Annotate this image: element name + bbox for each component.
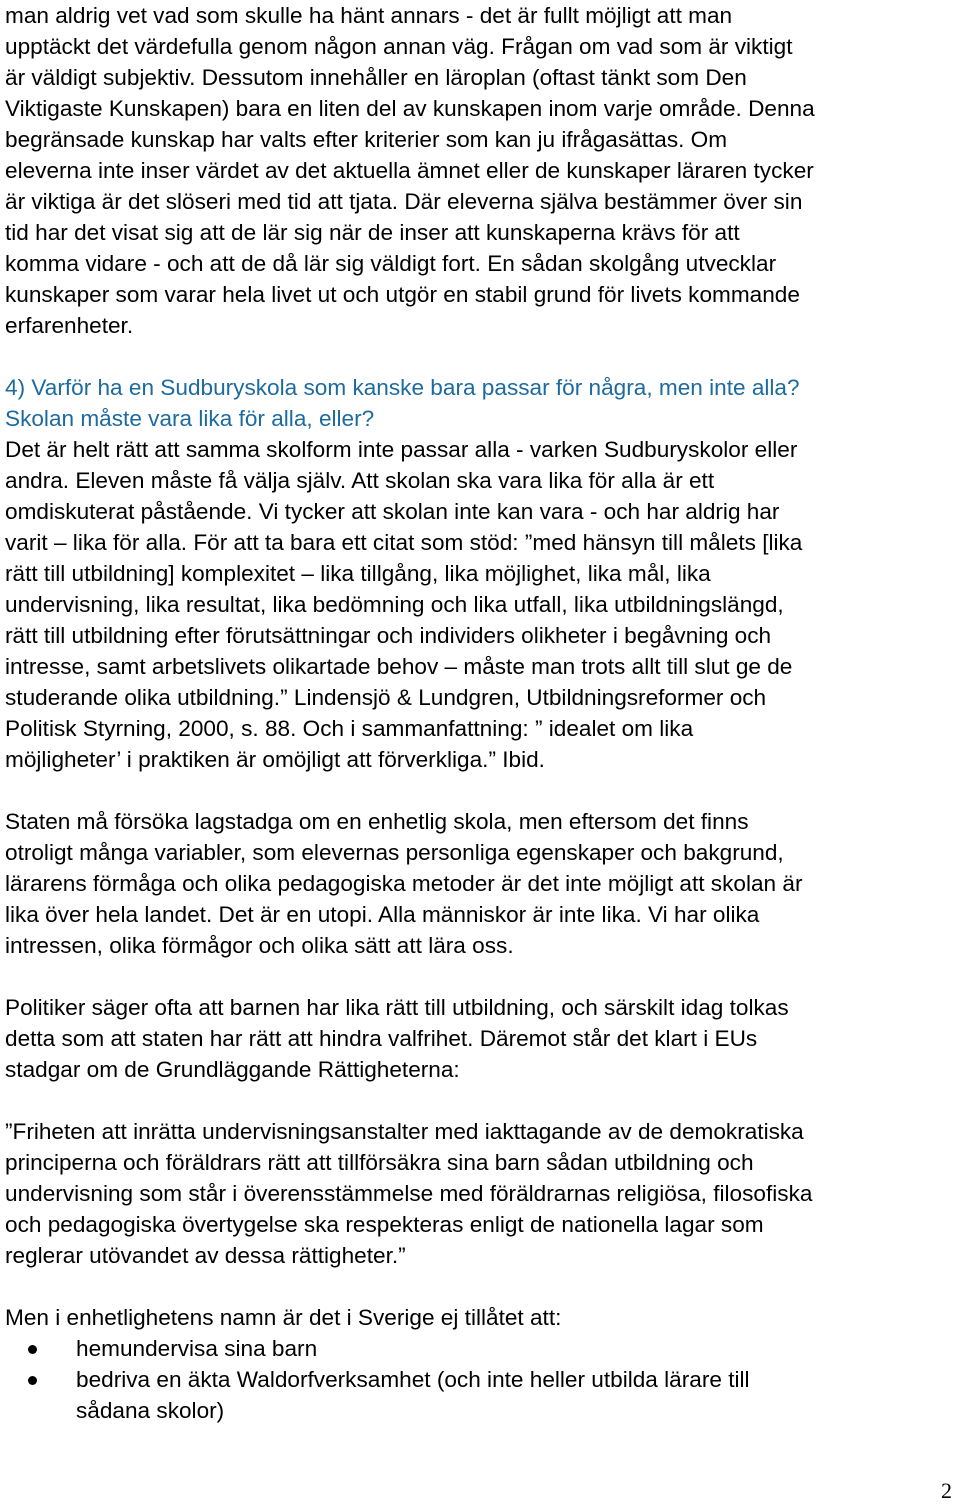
bullet-icon xyxy=(28,1345,37,1354)
list-item xyxy=(5,1364,950,1426)
quote-line: reglerar utövandet av dessa rättigheter.” xyxy=(5,1243,406,1268)
eu-quote xyxy=(5,1116,950,1271)
text-line: möjligheter’ i praktiken är omöjligt att förverkliga.” Ibid. xyxy=(5,747,545,772)
text-line: varit – lika för alla. För att ta bara ett citat som stöd: ”med hänsyn till målets [lika xyxy=(5,530,803,555)
question-line: Skolan måste vara lika för alla, eller? xyxy=(5,406,375,431)
list-item xyxy=(5,1333,950,1364)
quote-line: principerna och föräldrars rätt att tillförsäkra sina barn sådan utbildning och xyxy=(5,1150,754,1175)
text-line: tid har det visat sig att de lär sig när de inser att kunskaperna krävs för att xyxy=(5,220,740,245)
list-item-text: hemundervisa sina barn xyxy=(76,1336,318,1361)
bullet-list xyxy=(5,1333,950,1426)
text-line: kunskaper som varar hela livet ut och utgör en stabil grund för livets kommande xyxy=(5,282,800,307)
text-line: man aldrig vet vad som skulle ha hänt annars - det är fullt möjligt att man xyxy=(5,3,733,28)
answer-paragraph xyxy=(5,434,950,775)
quote-line: ”Friheten att inrätta undervisningsanstalter med iakttagande av de demokratiska xyxy=(5,1119,804,1144)
paragraph-continuation xyxy=(5,0,950,341)
text-line: intressen, olika förmågor och olika sätt att lära oss. xyxy=(5,933,514,958)
text-line: Politiker säger ofta att barnen har lika rätt till utbildning, och särskilt idag tolkas xyxy=(5,995,789,1020)
quote-line: och pedagogiska övertygelse ska respekteras enligt de nationella lagar som xyxy=(5,1212,764,1237)
text-line: Politisk Styrning, 2000, s. 88. Och i sammanfattning: ” idealet om lika xyxy=(5,716,694,741)
text-line: Men i enhetlighetens namn är det i Sverige ej tillåtet att: xyxy=(5,1305,562,1330)
quote-line: undervisning som står i överensstämmelse med föräldrarnas religiösa, filosofiska xyxy=(5,1181,813,1206)
text-line: studerande olika utbildning.” Lindensjö & Lundgren, Utbildningsreformer och xyxy=(5,685,767,710)
list-intro-paragraph xyxy=(5,1302,950,1333)
text-line: Det är helt rätt att samma skolform inte passar alla - varken Sudburyskolor eller xyxy=(5,437,798,462)
question-heading xyxy=(5,372,950,434)
bullet-icon xyxy=(28,1376,37,1385)
text-line: otroligt många variabler, som elevernas personliga egenskaper och bakgrund, xyxy=(5,840,784,865)
text-line: begränsade kunskap har valts efter kriterier som kan ju ifrågasättas. Om xyxy=(5,127,728,152)
text-line: intresse, samt arbetslivets olikartade behov – måste man trots allt till slut ge de xyxy=(5,654,793,679)
paragraph-spacer xyxy=(5,1085,950,1116)
list-item-text: sådana skolor) xyxy=(76,1398,225,1423)
text-line: stadgar om de Grundläggande Rättigheterna: xyxy=(5,1057,460,1082)
text-line: komma vidare - och att de då lär sig väldigt fort. En sådan skolgång utvecklar xyxy=(5,251,777,276)
text-line: rätt till utbildning efter förutsättningar och individers olikheter i begåvning och xyxy=(5,623,772,648)
page-number: 2 xyxy=(941,1478,952,1503)
text-line: erfarenheter. xyxy=(5,313,134,338)
text-line: är viktiga är det slöseri med tid att tjata. Där eleverna själva bestämmer över sin xyxy=(5,189,803,214)
text-line: är väldigt subjektiv. Dessutom innehåller en läroplan (oftast tänkt som Den xyxy=(5,65,747,90)
paragraph-spacer xyxy=(5,341,950,372)
text-line: lika över hela landet. Det är en utopi. Alla människor är inte lika. Vi har olika xyxy=(5,902,760,927)
paragraph-spacer xyxy=(5,1271,950,1302)
text-line: andra. Eleven måste få välja själv. Att skolan ska vara lika för alla är ett xyxy=(5,468,715,493)
paragraph-spacer xyxy=(5,961,950,992)
document-page xyxy=(5,0,950,1426)
text-line: Staten må försöka lagstadga om en enhetlig skola, men eftersom det finns xyxy=(5,809,749,834)
paragraph-spacer xyxy=(5,775,950,806)
question-line: 4) Varför ha en Sudburyskola som kanske bara passar för några, men inte alla? xyxy=(5,375,800,400)
text-line: eleverna inte inser värdet av det aktuella ämnet eller de kunskaper läraren tycker xyxy=(5,158,814,183)
text-line: detta som att staten har rätt att hindra valfrihet. Däremot står det klart i EUs xyxy=(5,1026,758,1051)
text-line: Viktigaste Kunskapen) bara en liten del av kunskapen inom varje område. Denna xyxy=(5,96,815,121)
text-line: rätt till utbildning] komplexitet – lika tillgång, lika möjlighet, lika mål, lika xyxy=(5,561,711,586)
politicians-paragraph xyxy=(5,992,950,1085)
text-line: omdiskuterat påstående. Vi tycker att skolan inte kan vara - och har aldrig har xyxy=(5,499,780,524)
text-line: undervisning, lika resultat, lika bedömning och lika utfall, lika utbildningslängd, xyxy=(5,592,784,617)
list-item-text: bedriva en äkta Waldorfverksamhet (och inte heller utbilda lärare till xyxy=(76,1367,750,1392)
text-line: lärarens förmåga och olika pedagogiska metoder är det inte möjligt att skolan är xyxy=(5,871,803,896)
utopia-paragraph xyxy=(5,806,950,961)
text-line: upptäckt det värdefulla genom någon annan väg. Frågan om vad som är viktigt xyxy=(5,34,793,59)
